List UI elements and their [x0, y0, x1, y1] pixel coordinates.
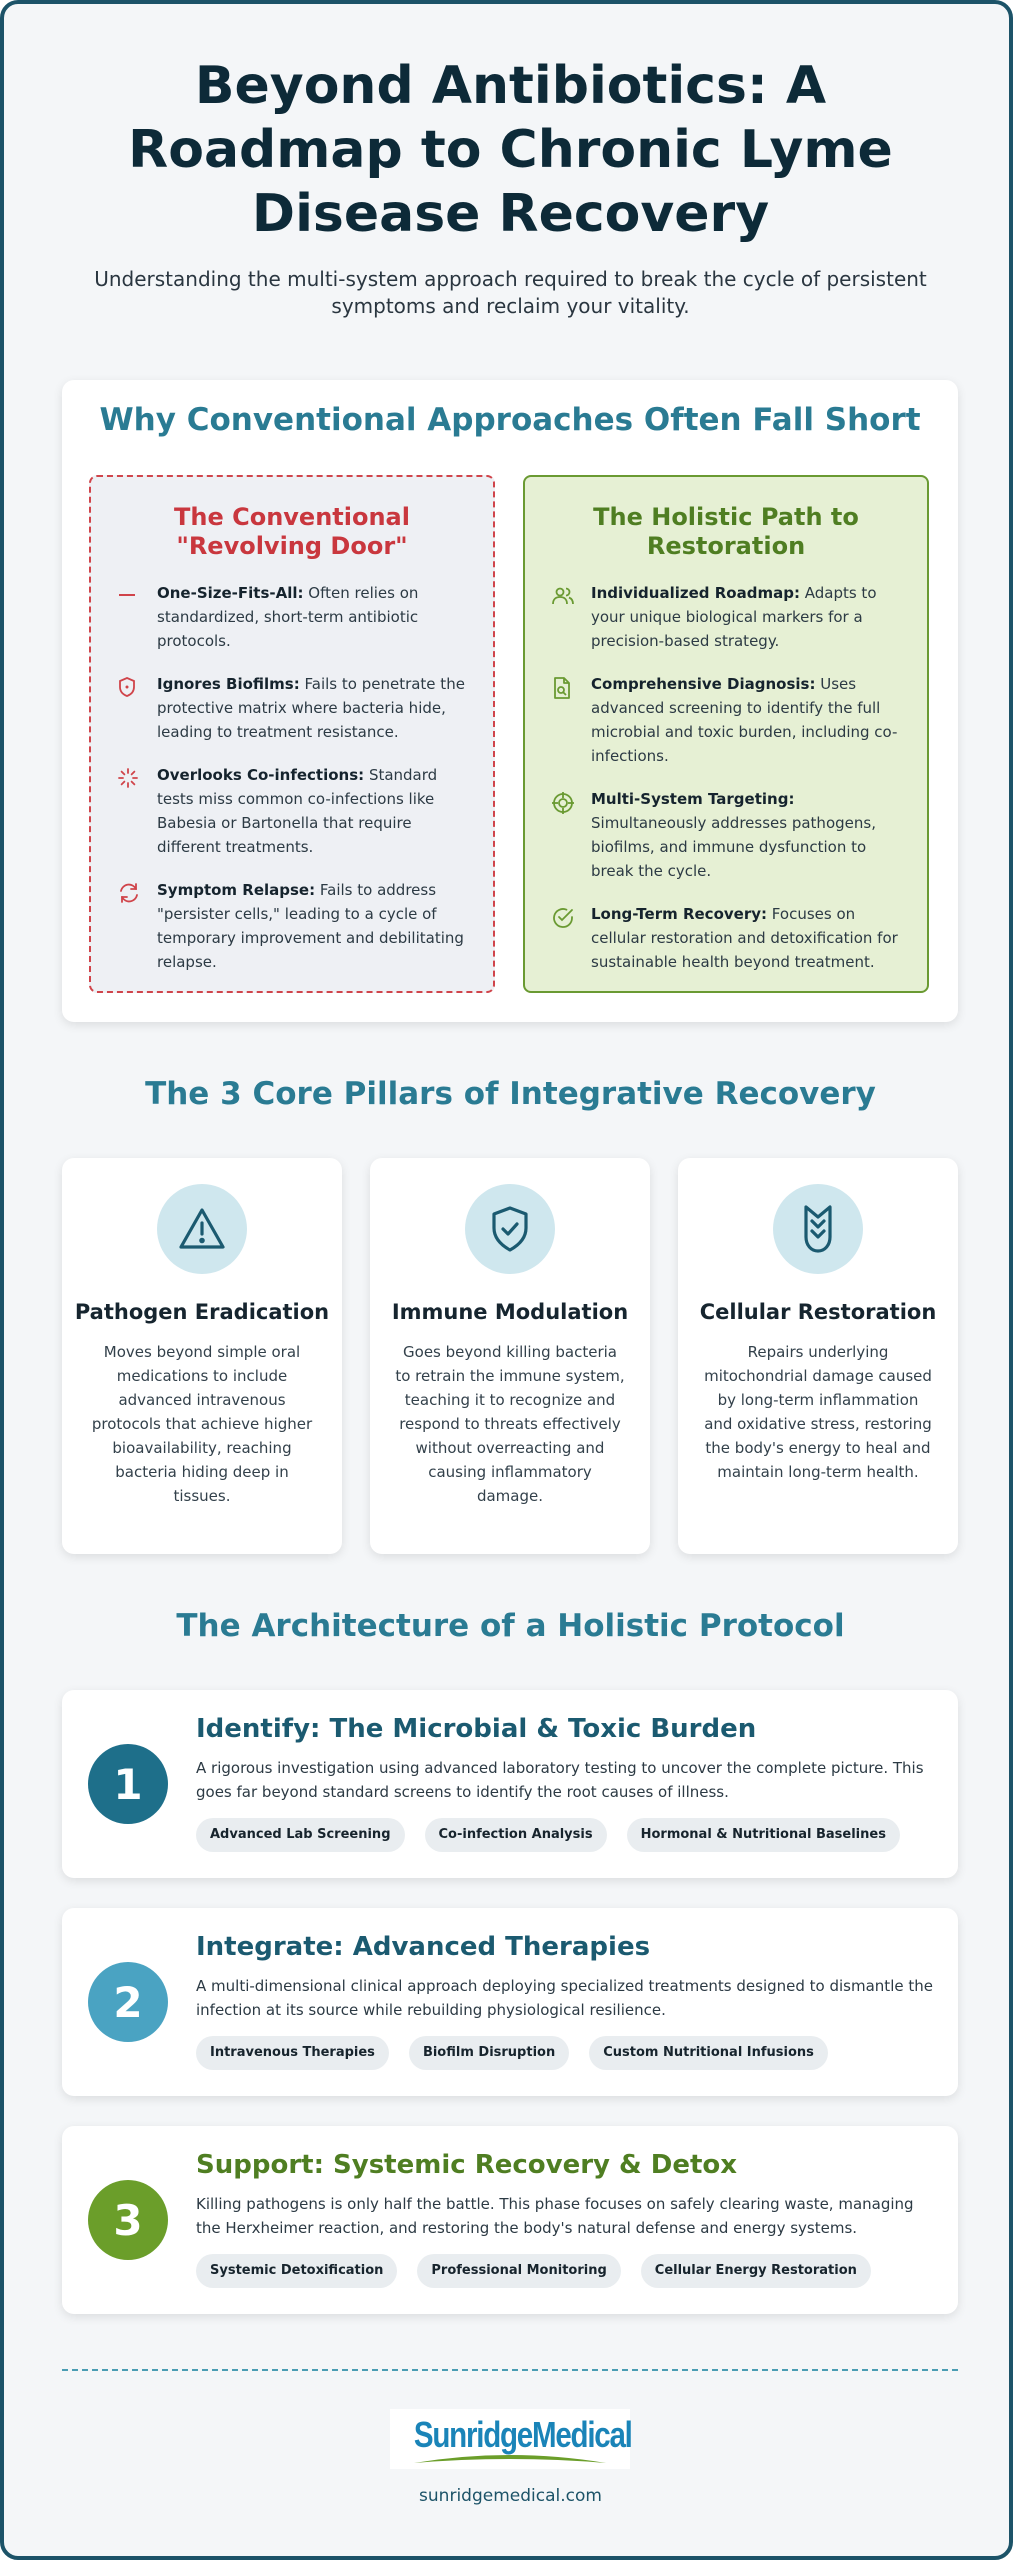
page-subtitle: Understanding the multi-system approach required to break the cycle of persistent symptoms and reclaim your vitality. — [94, 267, 927, 318]
pillar-description: Goes beyond killing bacteria to retrain the immune system, teaching it to recognize and respond to threats effectively without overreacting and causing inflammatory damage. — [395, 1343, 625, 1505]
step-number: 3 — [88, 2180, 168, 2260]
pillar-description: Repairs underlying mitochondrial damage caused by long-term inflammation and oxidative stress, restoring the body's energy to heal and maintain long-term health. — [704, 1343, 932, 1481]
holistic-column — [523, 475, 929, 993]
conventional-point — [117, 878, 467, 974]
point-text: Adapts to your unique biological markers for a precision-based strategy. — [591, 584, 877, 650]
footer-divider — [62, 2369, 958, 2371]
tag: Custom Nutritional Infusions — [589, 2036, 828, 2070]
tag: Cellular Energy Restoration — [641, 2254, 871, 2288]
protocol-step — [62, 2126, 958, 2314]
footer-link[interactable]: sunridgemedical.com — [419, 2486, 602, 2506]
cell-icon — [773, 1184, 863, 1274]
tag-list — [196, 2254, 936, 2288]
comparison-title: Why Conventional Approaches Often Fall Short — [99, 402, 921, 438]
point-label: Individualized Roadmap: — [591, 584, 800, 602]
pillar-description: Moves beyond simple oral medications to include advanced intravenous protocols that achieve higher bioavailability, reaching bacteria hiding deep in tissues. — [91, 1343, 313, 1505]
pillar-card — [62, 1158, 342, 1554]
users-icon — [551, 581, 591, 611]
pillars-title: The 3 Core Pillars of Integrative Recovery — [145, 1076, 876, 1112]
holistic-point — [551, 787, 901, 883]
step-number: 1 — [88, 1744, 168, 1824]
pillar-name: Immune Modulation — [391, 1300, 629, 1324]
check-circle-icon — [551, 902, 591, 934]
tag: Hormonal & Nutritional Baselines — [627, 1818, 900, 1852]
conventional-title: The Conventional "Revolving Door" — [174, 503, 410, 560]
warning-icon — [157, 1184, 247, 1274]
shield-check-icon — [465, 1184, 555, 1274]
company-logo[interactable] — [390, 2409, 630, 2469]
pillar-name: Pathogen Eradication — [74, 1300, 330, 1324]
tag: Intravenous Therapies — [196, 2036, 389, 2070]
tag: Advanced Lab Screening — [196, 1818, 405, 1852]
page-title: Beyond Antibiotics: A Roadmap to Chronic Lyme Disease Recovery — [128, 56, 893, 244]
step-description: Killing pathogens is only half the battle. This phase focuses on safely clearing waste, managing the Herxheimer reaction, and restoring the body's natural defense and energy systems. — [196, 2195, 914, 2237]
tag: Professional Monitoring — [417, 2254, 620, 2288]
tag: Co-infection Analysis — [425, 1818, 607, 1852]
point-label: Multi-System Targeting: — [591, 790, 795, 808]
pillar-card — [370, 1158, 650, 1554]
point-text: Simultaneously addresses pathogens, biofilms, and immune dysfunction to break the cycle. — [591, 814, 876, 880]
tag-list — [196, 1818, 936, 1852]
holistic-point — [551, 902, 901, 974]
point-text: Uses advanced screening to identify the full microbial and toxic burden, including co-infections. — [591, 675, 898, 765]
point-label: Symptom Relapse: — [157, 881, 316, 899]
pillar-name: Cellular Restoration — [699, 1300, 937, 1324]
spinner-icon — [117, 763, 157, 793]
point-label: Ignores Biofilms: — [157, 675, 300, 693]
comparison-card — [62, 380, 958, 1022]
conventional-column — [89, 475, 495, 993]
architecture-title: The Architecture of a Holistic Protocol — [176, 1608, 845, 1644]
header — [4, 54, 1013, 320]
conventional-point — [117, 581, 467, 653]
logo-text: SunridgeMedical — [413, 2414, 632, 2455]
tag: Systemic Detoxification — [196, 2254, 397, 2288]
dash-icon — [117, 581, 157, 609]
conventional-point — [117, 763, 467, 859]
step-title: Identify: The Microbial & Toxic Burden — [196, 1714, 757, 1744]
pillar-card — [678, 1158, 958, 1554]
holistic-title: The Holistic Path to Restoration — [593, 503, 859, 560]
tag-list — [196, 2036, 936, 2070]
point-label: Overlooks Co-infections: — [157, 766, 365, 784]
refresh-icon — [117, 878, 157, 908]
step-number: 2 — [88, 1962, 168, 2042]
step-description: A rigorous investigation using advanced laboratory testing to uncover the complete picture. This goes far beyond standard screens to identify the root causes of illness. — [196, 1759, 924, 1801]
point-text: Standard tests miss common co-infections like Babesia or Bartonella that require different treatments. — [157, 766, 438, 856]
step-title: Support: Systemic Recovery & Detox — [196, 2150, 738, 2180]
point-text: Focuses on cellular restoration and detoxification for sustainable health beyond treatment. — [591, 905, 898, 971]
point-label: Comprehensive Diagnosis: — [591, 675, 816, 693]
holistic-point — [551, 672, 901, 768]
protocol-step — [62, 1690, 958, 1878]
point-text: Often relies on standardized, short-term antibiotic protocols. — [157, 584, 419, 650]
holistic-point — [551, 581, 901, 653]
point-text: Fails to penetrate the protective matrix where bacteria hide, leading to treatment resistance. — [157, 675, 465, 741]
step-title: Integrate: Advanced Therapies — [196, 1932, 651, 1962]
shield-outline-icon — [117, 672, 157, 702]
conventional-point — [117, 672, 467, 744]
point-label: One-Size-Fits-All: — [157, 584, 304, 602]
protocol-step — [62, 1908, 958, 2096]
file-search-icon — [551, 672, 591, 704]
point-text: Fails to address "persister cells," leading to a cycle of temporary improvement and debilitating relapse. — [157, 881, 464, 971]
logo-swoosh-icon — [410, 2451, 610, 2465]
step-description: A multi-dimensional clinical approach deploying specialized treatments designed to dismantle the infection at its source while rebuilding physiological resilience. — [196, 1977, 933, 2019]
point-label: Long-Term Recovery: — [591, 905, 768, 923]
target-icon — [551, 787, 591, 819]
tag: Biofilm Disruption — [409, 2036, 569, 2070]
